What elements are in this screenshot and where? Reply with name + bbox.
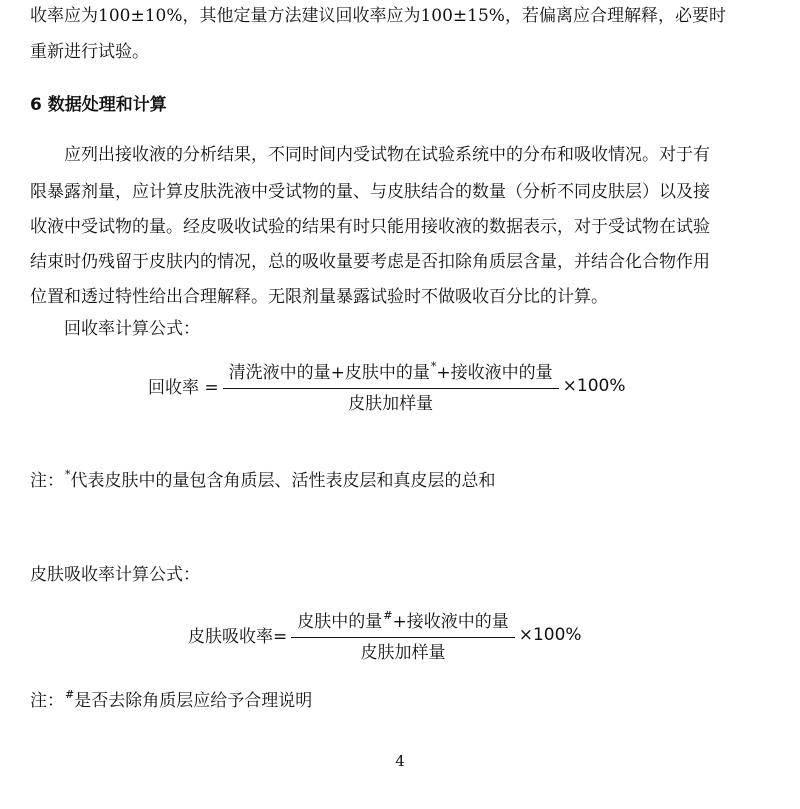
paragraph-line-2: 限暴露剂量，应计算皮肤洗液中受试物的量、与皮肤结合的数量（分析不同皮肤层）以及接 — [30, 182, 710, 202]
recovery-numerator-mark: * — [430, 360, 437, 373]
paragraph-line-5: 位置和透过特性给出合理解释。无限剂量暴露试验时不做吸收百分比的计算。 — [30, 287, 608, 307]
absorption-note — [30, 683, 312, 713]
absorption-numerator — [291, 604, 514, 638]
recovery-numerator-part-a: 清洗液中的量+皮肤中的量 — [228, 363, 430, 383]
paragraph-line-1: 应列出接收液的分析结果，不同时间内受试物在试验系统中的分布和吸收情况。对于有 — [30, 145, 710, 165]
absorption-note-label: 注： — [30, 691, 64, 711]
recovery-numerator — [223, 355, 559, 389]
recovery-note-label: 注： — [30, 471, 64, 491]
absorption-note-text: 是否去除角质层应给予合理说明 — [74, 691, 313, 711]
absorption-formula-lhs: 皮肤吸收率= — [188, 627, 288, 647]
recovery-formula-label: 回收率计算公式： — [30, 319, 200, 339]
absorption-note-mark: # — [65, 688, 75, 701]
absorption-numerator-mark: # — [383, 609, 393, 622]
absorption-fraction — [291, 604, 514, 665]
recovery-multiplier: ×100% — [562, 375, 626, 396]
recovery-formula-lhs: 回收率 = — [148, 378, 219, 398]
paragraph-line-4: 结束时仍残留于皮肤内的情况，总的吸收量要考虑是否扣除角质层含量，并结合化合物作用 — [30, 252, 710, 272]
absorption-numerator-part-b: +接收液中的量 — [392, 612, 509, 632]
section-heading: 6 数据处理和计算 — [30, 95, 167, 115]
recovery-fraction — [223, 355, 559, 416]
absorption-multiplier: ×100% — [518, 624, 582, 645]
intro-line-1: 收率应为100±10%，其他定量方法建议回收率应为100±15%，若偏离应合理解释，必要时 — [30, 6, 726, 26]
absorption-denominator: 皮肤加样量 — [360, 643, 446, 663]
recovery-note-text: 代表皮肤中的量包含角质层、活性表皮层和真皮层的总和 — [70, 471, 496, 491]
paragraph-line-3: 收液中受试物的量。经皮吸收试验的结果有时只能用接收液的数据表示，对于受试物在试验 — [30, 217, 710, 237]
recovery-denominator: 皮肤加样量 — [348, 394, 434, 414]
absorption-formula-label: 皮肤吸收率计算公式： — [30, 565, 200, 585]
recovery-note-mark: * — [65, 468, 71, 481]
recovery-numerator-part-b: +接收液中的量 — [436, 363, 553, 383]
recovery-formula — [148, 355, 626, 416]
intro-line-2: 重新进行试验。 — [30, 42, 149, 62]
recovery-note — [30, 463, 496, 493]
absorption-numerator-part-a: 皮肤中的量 — [297, 612, 383, 632]
absorption-formula — [188, 604, 582, 665]
page-number: 4 — [395, 752, 405, 770]
